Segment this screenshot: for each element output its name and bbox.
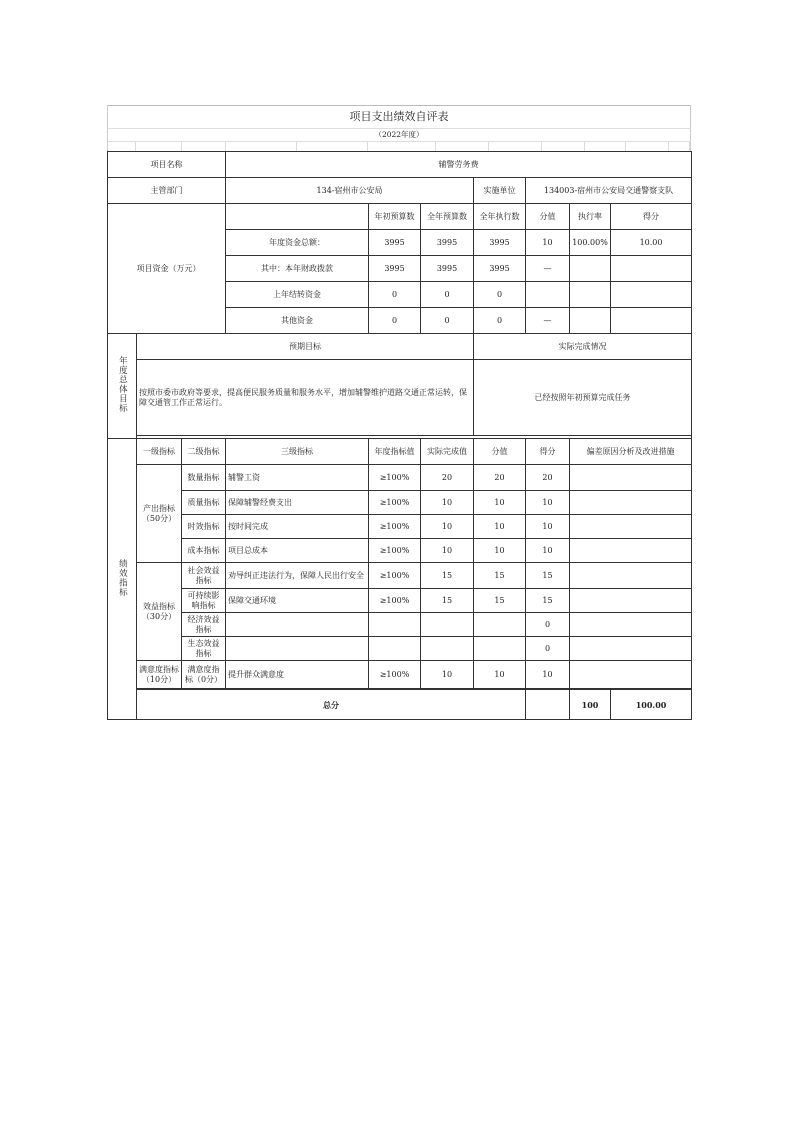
funds-cell (611, 282, 692, 308)
ind-header: 偏差原因分析及改进措施 (570, 439, 692, 465)
funds-cell: 10.00 (611, 230, 692, 256)
project-name-label: 项目名称 (108, 152, 226, 178)
funds-cell: — (526, 308, 570, 334)
actual-result: 已经按照年初预算完成任务 (474, 360, 692, 436)
actual: 20 (421, 465, 474, 491)
funds-cell (570, 282, 611, 308)
funds-header: 年初预算数 (369, 204, 421, 230)
l2: 成本指标 (182, 539, 226, 563)
funds-header: 全年预算数 (421, 204, 474, 230)
dept-label: 主管部门 (108, 178, 226, 204)
total-got: 100.00 (611, 690, 692, 720)
funds-row-label: 其中：本年财政拨款 (226, 256, 369, 282)
actual (421, 613, 474, 637)
score: 10 (474, 515, 526, 539)
l2: 生态效益指标 (182, 637, 226, 661)
score (474, 613, 526, 637)
goals-side-text: 年度总体目标 (117, 356, 128, 413)
project-name: 辅警劳务费 (226, 152, 692, 178)
funds-row-label: 上年结转资金 (226, 282, 369, 308)
target: ≥100% (369, 465, 421, 491)
funds-cell: 0 (474, 308, 526, 334)
ind-header: 实际完成值 (421, 439, 474, 465)
actual: 10 (421, 491, 474, 515)
funds-cell (611, 308, 692, 334)
target (369, 613, 421, 637)
funds-cell: 3995 (474, 256, 526, 282)
l3: 按时间完成 (226, 515, 369, 539)
funds-header: 执行率 (570, 204, 611, 230)
funds-cell: — (526, 256, 570, 282)
funds-cell: 3995 (369, 256, 421, 282)
score: 10 (474, 491, 526, 515)
spacer-row (107, 141, 691, 151)
ind-header: 分值 (474, 439, 526, 465)
funds-cell: 3995 (474, 230, 526, 256)
l1-output: 产出指标（50分） (137, 465, 182, 563)
actual: 10 (421, 661, 474, 689)
got: 15 (526, 563, 570, 589)
total-label: 总分 (137, 690, 526, 720)
score: 15 (474, 589, 526, 613)
funds-cell: 100.00% (570, 230, 611, 256)
form-title: 项目支出绩效自评表 (107, 105, 691, 128)
target: ≥100% (369, 515, 421, 539)
ind-header: 年度指标值 (369, 439, 421, 465)
total-empty (526, 690, 570, 720)
l2: 满意度指标（0分） (182, 661, 226, 689)
got: 10 (526, 661, 570, 689)
funds-cell: 3995 (421, 256, 474, 282)
score: 20 (474, 465, 526, 491)
actual-label: 实际完成情况 (474, 334, 692, 360)
funds-row-label: 其他资金 (226, 308, 369, 334)
actual: 15 (421, 563, 474, 589)
target: ≥100% (369, 661, 421, 689)
l1-benefit: 效益指标（30分） (137, 563, 182, 661)
funds-cell: 3995 (369, 230, 421, 256)
funds-cell (570, 256, 611, 282)
funds-cell: 0 (474, 282, 526, 308)
got: 10 (526, 515, 570, 539)
funds-cell: 3995 (421, 230, 474, 256)
target: ≥100% (369, 589, 421, 613)
l3: 劝导纠正违法行为，保障人民出行安全 (226, 563, 369, 589)
target: ≥100% (369, 563, 421, 589)
l3: 保障交通环境 (226, 589, 369, 613)
ind-header: 一级指标 (137, 439, 182, 465)
score: 15 (474, 563, 526, 589)
indicators-side-label (108, 439, 137, 720)
l3: 辅警工资 (226, 465, 369, 491)
funds-cell: 10 (526, 230, 570, 256)
l3: 提升群众满意度 (226, 661, 369, 689)
got: 0 (526, 613, 570, 637)
ind-header: 三级指标 (226, 439, 369, 465)
ind-header: 得分 (526, 439, 570, 465)
score (474, 637, 526, 661)
actual: 10 (421, 515, 474, 539)
got: 15 (526, 589, 570, 613)
form-year: （2022年度） (107, 128, 691, 141)
total-score: 100 (570, 690, 611, 720)
funds-header: 得分 (611, 204, 692, 230)
goals-side-label (108, 334, 137, 439)
l2: 时效指标 (182, 515, 226, 539)
l3: 项目总成本 (226, 539, 369, 563)
target: ≥100% (369, 491, 421, 515)
target (369, 637, 421, 661)
actual: 15 (421, 589, 474, 613)
score: 10 (474, 539, 526, 563)
expected-goal: 按照市委市政府等要求，提高便民服务质量和服务水平，增加辅警维护道路交通正常运转，保障交通管工作正常运行。 (137, 360, 474, 436)
funds-row-label: 年度资金总额： (226, 230, 369, 256)
l3 (226, 637, 369, 661)
funds-cell (611, 256, 692, 282)
funds-cell: 0 (369, 282, 421, 308)
funds-label (108, 204, 226, 334)
impl-label: 实施单位 (474, 178, 526, 204)
funds-label-text: 项目资金（万元） (136, 263, 201, 273)
got: 20 (526, 465, 570, 491)
l1-satisfaction: 满意度指标（10分） (137, 661, 182, 689)
funds-cell: 0 (421, 282, 474, 308)
l2: 质量指标 (182, 491, 226, 515)
ind-header: 二级指标 (182, 439, 226, 465)
funds-cell (570, 308, 611, 334)
expected-label: 预期目标 (137, 334, 474, 360)
form-table (107, 151, 692, 720)
indicators-side-text: 绩效指标 (117, 558, 128, 597)
evaluation-form (107, 105, 691, 720)
funds-cell (526, 282, 570, 308)
score: 10 (474, 661, 526, 689)
funds-header: 全年执行数 (474, 204, 526, 230)
actual (421, 637, 474, 661)
l2: 社会效益指标 (182, 563, 226, 589)
l2: 经济效益指标 (182, 613, 226, 637)
got: 10 (526, 491, 570, 515)
impl-value: 134003-宿州市公安局交通警察支队 (526, 178, 692, 204)
got: 10 (526, 539, 570, 563)
got: 0 (526, 637, 570, 661)
dept-value: 134-宿州市公安局 (226, 178, 474, 204)
funds-cell: 0 (369, 308, 421, 334)
funds-cell: 0 (421, 308, 474, 334)
l2: 数量指标 (182, 465, 226, 491)
l2: 可持续影响指标 (182, 589, 226, 613)
l3: 保障辅警经费支出 (226, 491, 369, 515)
funds-header: 分值 (526, 204, 570, 230)
actual: 10 (421, 539, 474, 563)
l3 (226, 613, 369, 637)
target: ≥100% (369, 539, 421, 563)
